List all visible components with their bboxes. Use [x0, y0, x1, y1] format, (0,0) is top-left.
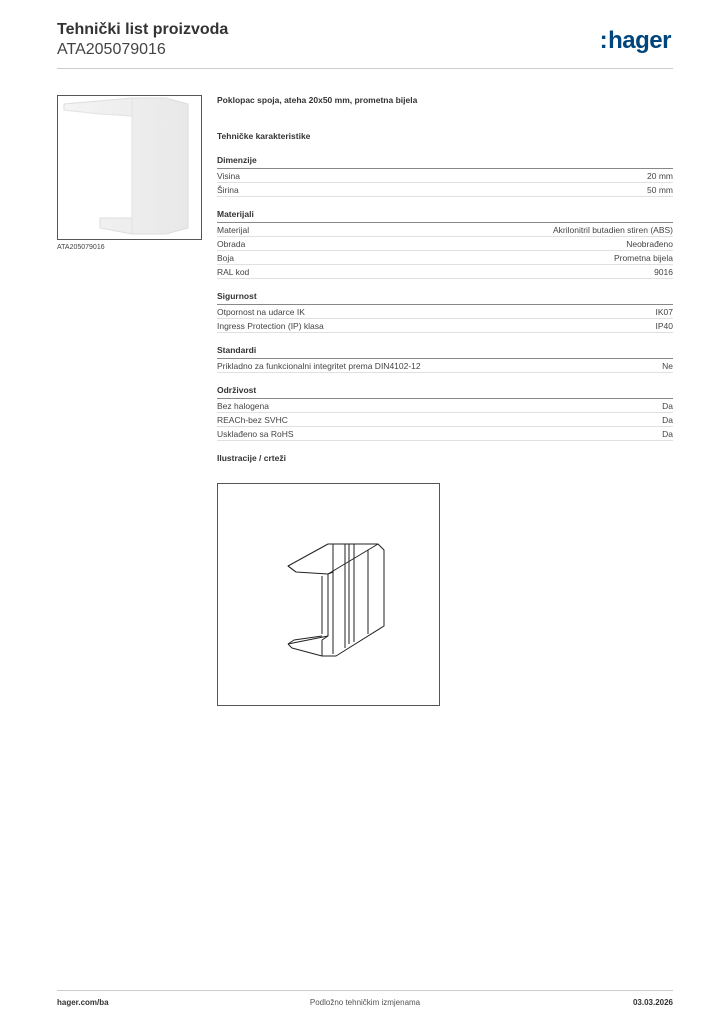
page-header [57, 20, 673, 70]
footer-date: 03.03.2026 [632, 998, 673, 1007]
spec-value: IK07 [655, 307, 673, 317]
spec-label: Prikladno za funkcionalni integritet prema DIN4102-12 [217, 361, 421, 371]
logo-text: hager [608, 27, 671, 54]
footer-divider [57, 990, 673, 991]
section-heading: Dimenzije [217, 154, 673, 169]
spec-value: Prometna bijela [613, 253, 673, 263]
spec-label: Ingress Protection (IP) klasa [217, 321, 324, 331]
footer-website-link[interactable]: hager.com/ba [57, 998, 109, 1007]
spec-value: 9016 [654, 267, 673, 277]
spec-value: Da [662, 415, 673, 425]
spec-row [217, 237, 673, 251]
spec-row [217, 399, 673, 413]
section-dimenzije [217, 154, 673, 197]
spec-row [217, 265, 673, 279]
thumbnail-caption: ATA205079016 [57, 244, 105, 251]
spec-label: REACh-bez SVHC [217, 415, 288, 425]
spec-value: 50 mm [647, 185, 673, 195]
section-heading: Materijali [217, 208, 673, 223]
spec-row [217, 183, 673, 197]
section-heading: Standardi [217, 344, 673, 359]
document-title: Tehnički list proizvoda [57, 21, 229, 38]
hager-logo [600, 27, 671, 55]
section-heading: Sigurnost [217, 290, 673, 305]
joint-cover-drawing-icon [218, 484, 439, 705]
section-materijali [217, 208, 673, 279]
section-heading: Održivost [217, 384, 673, 399]
product-code: ATA205079016 [57, 41, 166, 58]
spec-content [217, 94, 673, 464]
spec-row [217, 359, 673, 373]
spec-row [217, 223, 673, 237]
spec-label: Otpornost na udarce IK [217, 307, 305, 317]
spec-row [217, 319, 673, 333]
spec-row [217, 413, 673, 427]
technical-drawing [217, 483, 440, 706]
product-photo-icon [58, 96, 201, 239]
spec-label: Obrada [217, 239, 246, 249]
spec-label: RAL kod [217, 267, 250, 277]
section-sigurnost [217, 290, 673, 333]
spec-row [217, 427, 673, 441]
product-title: Poklopac spoja, ateha 20x50 mm, prometna bijela [217, 95, 418, 105]
header-divider [57, 68, 673, 69]
spec-row [217, 169, 673, 183]
spec-row [217, 251, 673, 265]
logo-colon: : [599, 27, 608, 54]
spec-value: Neobrađeno [626, 239, 673, 249]
spec-value: Da [662, 401, 673, 411]
product-thumbnail [57, 95, 202, 240]
spec-value: Da [662, 429, 673, 439]
footer-disclaimer: Podložno tehničkim izmjenama [309, 998, 421, 1007]
spec-value: Ne [662, 361, 673, 371]
spec-row [217, 305, 673, 319]
spec-value: IP40 [655, 321, 673, 331]
tech-characteristics-title: Tehničke karakteristike [217, 131, 311, 141]
spec-label: Visina [217, 171, 240, 181]
illustrations-title: Ilustracije / crteži [217, 453, 286, 463]
section-odrzivost [217, 384, 673, 441]
spec-label: Boja [217, 253, 235, 263]
spec-value: 20 mm [647, 171, 673, 181]
spec-label: Bez halogena [217, 401, 269, 411]
spec-label: Materijal [217, 225, 250, 235]
spec-label: Usklađeno sa RoHS [217, 429, 294, 439]
spec-label: Širina [217, 185, 239, 195]
spec-value: Akrilonitril butadien stiren (ABS) [553, 225, 673, 235]
section-standardi [217, 344, 673, 373]
